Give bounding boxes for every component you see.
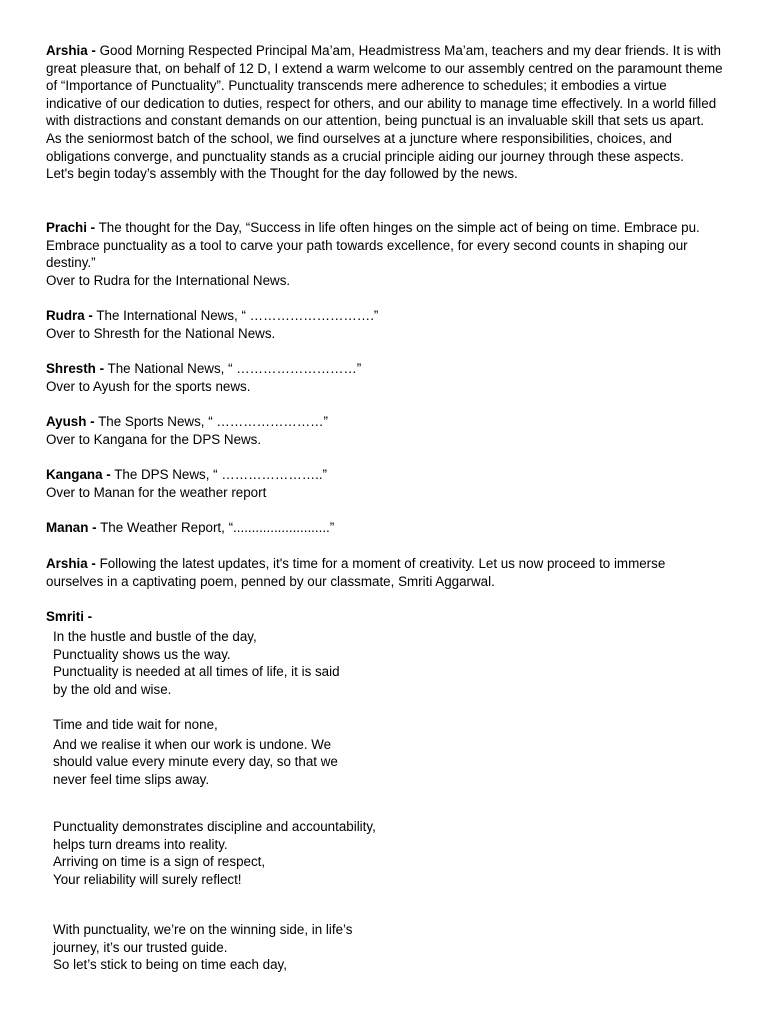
poem-line: Your reliability will surely reflect! <box>53 871 242 887</box>
speaker-name: Manan - <box>46 520 97 535</box>
poem-line: helps turn dreams into reality. <box>53 836 228 852</box>
speech-text: The Weather Report, “..........................” <box>96 520 335 535</box>
poem-line: journey, it’s our trusted guide. <box>53 939 228 955</box>
prachi-thought-block <box>46 219 726 289</box>
manan-weather-block <box>46 519 726 537</box>
speaker-name: Shresth - <box>46 361 105 376</box>
speech-text: Over to Shresth for the National News. <box>46 325 276 341</box>
speech-text: Following the latest updates, it's time for a moment of creativity. Let us now proceed to immerse ourselves in a captivating poem, penned by our classmate, Smriti Aggarwal. <box>46 556 666 589</box>
speaker-name: Kangana - <box>46 467 111 482</box>
shresth-news-block <box>46 360 726 395</box>
speech-text: As the seniormost batch of the school, we find ourselves at a juncture where responsibilities, choices, and obligations converge, and punctuality stands as a crucial principle aiding our journey through these aspects. <box>46 130 684 164</box>
poem-line: With punctuality, we’re on the winning side, in life’s <box>53 922 353 937</box>
poem-stanza-3 <box>53 818 453 888</box>
speech-text: Good Morning Respected Principal Ma’am, Headmistress Ma’am, teachers and my dear friends. It is with great pleasure that, on behalf of 12 D, I extend a warm welcome to our assembly centred on the paramount theme of “Importance of Punctuality”. Punctuality transcends mere adherence to schedules; it embodies a virtue indicative of our dedication to duties, respect for others, and our ability to manage time effectively. In a world filled with distractions and constant demands on our attention, being punctual is an invaluable skill that sets us apart. <box>46 43 723 129</box>
poem-line: Time and tide wait for none, <box>53 717 218 732</box>
poem-line: should value every minute every day, so that we <box>53 754 338 770</box>
speaker-name: Rudra - <box>46 308 93 323</box>
rudra-news-block <box>46 307 726 342</box>
poem-line: Punctuality is needed at all times of life, it is said <box>53 664 340 680</box>
speech-text: Over to Manan for the weather report <box>46 484 267 500</box>
poem-stanza-1 <box>53 628 453 698</box>
smriti-speaker-block <box>46 608 726 626</box>
speech-text: Over to Rudra for the International News. <box>46 272 291 288</box>
speech-text: The International News, “ ……………………….” <box>92 308 379 323</box>
speech-text: The DPS News, “ …………………..” <box>110 467 327 482</box>
arshia-poem-intro-block <box>46 555 726 590</box>
speaker-name: Smriti - <box>46 609 93 624</box>
poem-line: by the old and wise. <box>53 681 172 697</box>
kangana-news-block <box>46 466 726 501</box>
speaker-name: Ayush - <box>46 414 95 429</box>
poem-line: So let’s stick to being on time each day, <box>53 957 287 973</box>
speech-text: The Sports News, “ ……………………” <box>94 414 328 429</box>
poem-stanza-2 <box>53 716 453 788</box>
speech-text: Let's begin today’s assembly with the Thought for the day followed by the news. <box>46 166 518 182</box>
speaker-name: Arshia - <box>46 556 96 571</box>
speech-text: The National News, “ ………………………” <box>104 361 362 376</box>
speech-text: Over to Ayush for the sports news. <box>46 378 251 394</box>
speaker-name: Prachi - <box>46 220 96 235</box>
poem-line: Punctuality demonstrates discipline and accountability, <box>53 819 376 834</box>
poem-line: In the hustle and bustle of the day, <box>53 629 257 644</box>
poem-line: never feel time slips away. <box>53 771 210 787</box>
poem-stanza-4 <box>53 921 453 974</box>
poem-line: Punctuality shows us the way. <box>53 646 231 662</box>
arshia-welcome-block <box>46 42 726 183</box>
speech-text: Over to Kangana for the DPS News. <box>46 431 262 447</box>
poem-line: Arriving on time is a sign of respect, <box>53 854 266 870</box>
poem-line: And we realise it when our work is undone. We <box>53 736 332 752</box>
ayush-news-block <box>46 413 726 448</box>
speech-text: The thought for the Day, “Success in life often hinges on the simple act of being on time. Embrace pu. Embrace punctuality as a tool to carve your path towards excellence, for every second counts in shaping our destiny.” <box>46 220 700 271</box>
speaker-name: Arshia - <box>46 43 96 58</box>
